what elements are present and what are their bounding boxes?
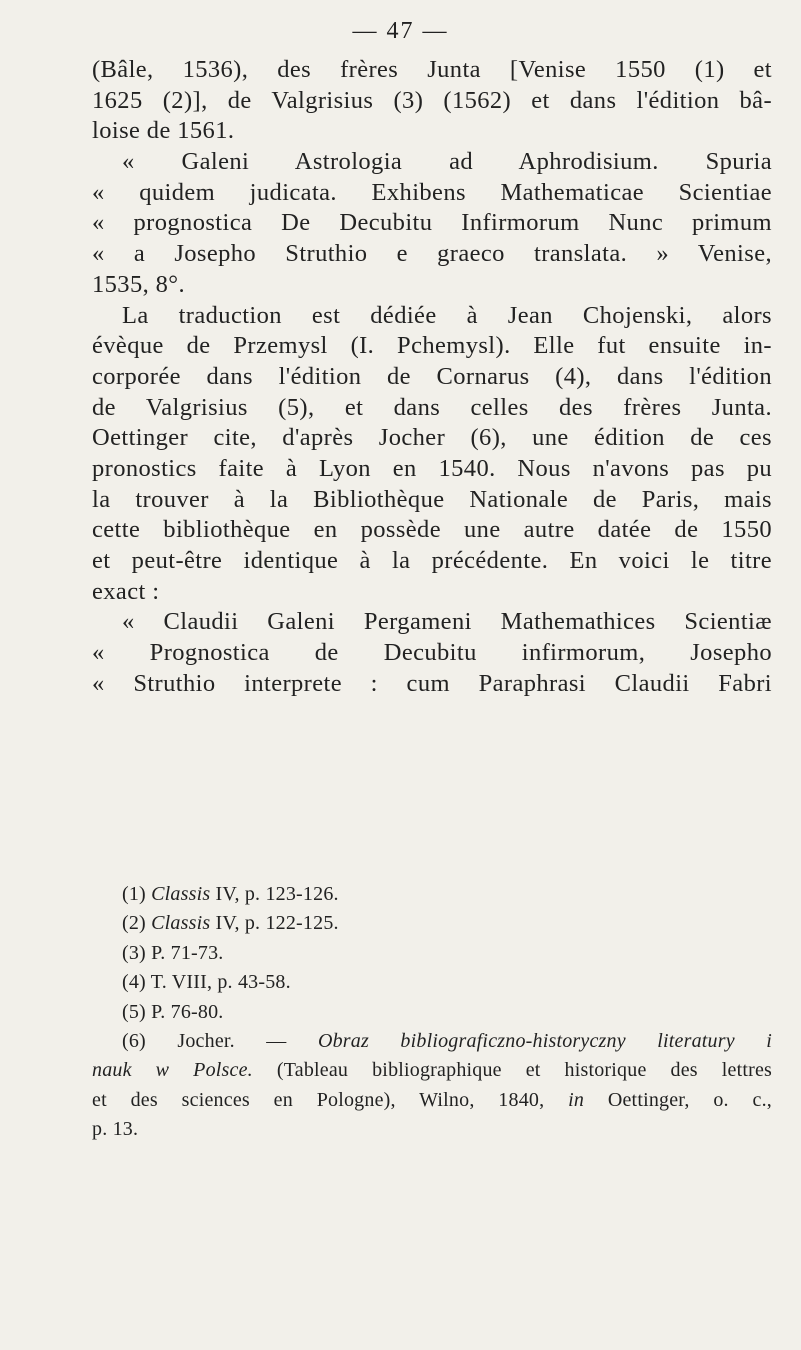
footnote-1	[92, 880, 772, 909]
text-line: « prognostica De Decubitu Infirmorum Nunc primum	[92, 209, 772, 237]
text-line: « Prognostica de Decubitu infirmorum, Josepho	[92, 639, 772, 667]
text-line: de Valgrisius (5), et dans celles des frères Junta.	[92, 393, 772, 421]
text-line: « Struthio interprete : cum Paraphrasi Claudii Fabri	[92, 669, 772, 697]
text-line: La traduction est dédiée à Jean Chojenski, alors	[122, 301, 772, 329]
footnote-number: (5)	[122, 1000, 146, 1023]
text-line: (Bâle, 1536), des frères Junta [Venise 1550 (1) et	[92, 56, 772, 83]
footnote-number: (2)	[122, 912, 146, 935]
footnote-4	[92, 968, 772, 997]
footnote-italic: Classis	[151, 883, 211, 905]
footnote-number: (4)	[122, 971, 146, 994]
footnote-text: IV, p. 122-125.	[210, 912, 339, 935]
footnote-number: (1)	[122, 883, 146, 905]
text-line: 1625 (2)], de Valgrisius (3) (1562) et dans l'édition bâ-	[92, 86, 772, 114]
footnote-text: (Tableau bibliographique et historique des lettres	[252, 1059, 773, 1082]
text-line: pronostics faite à Lyon en 1540. Nous n'avons pas pu	[92, 454, 772, 482]
footnote-number: (6)	[122, 1029, 146, 1052]
text-line: 1535, 8°.	[92, 270, 186, 298]
footnote-6-line-1	[92, 1027, 772, 1056]
footnote-text: P. 71-73.	[145, 941, 224, 964]
footnote-author: Jocher. —	[145, 1029, 318, 1052]
footnote-italic: Classis	[151, 912, 211, 935]
text-line: exact :	[92, 577, 160, 605]
text-line: loise de 1561.	[92, 117, 235, 145]
footnote-italic: in	[568, 1088, 585, 1111]
text-line: et peut-être identique à la précédente. En voici le titre	[92, 547, 772, 574]
text-line: « a Josepho Struthio e graeco translata. » Venise,	[92, 240, 772, 268]
text-line: évèque de Przemysl (I. Pchemysl). Elle fut ensuite in-	[92, 332, 772, 360]
text-line: « quidem judicata. Exhibens Mathematicae Scientiae	[92, 178, 772, 206]
footnote-text: Oettinger, o. c.,	[584, 1088, 772, 1111]
text-line: cette bibliothèque en possède une autre datée de 1550	[92, 516, 772, 544]
page-number: — 47 —	[352, 18, 449, 44]
footnotes	[92, 880, 772, 1145]
footnote-text: T. VIII, p. 43-58.	[145, 971, 291, 994]
footnote-number: (3)	[122, 941, 146, 964]
footnote-5	[92, 998, 772, 1027]
text-line: Oettinger cite, d'après Jocher (6), une édition de ces	[92, 424, 772, 452]
footnote-title: nauk w Polsce.	[92, 1059, 253, 1082]
text-line: « Claudii Galeni Pergameni Mathemathices Scientiæ	[122, 608, 772, 636]
text-line: corporée dans l'édition de Cornarus (4), dans l'édition	[92, 362, 772, 390]
footnote-6-line-3	[92, 1086, 772, 1115]
footnote-2	[92, 909, 772, 938]
footnote-title: Obraz bibliograficzno-historyczny literatury i	[317, 1029, 773, 1052]
footnote-6-line-2	[92, 1056, 772, 1085]
footnote-text: P. 76-80.	[145, 1000, 224, 1023]
main-text	[92, 55, 772, 699]
footnote-text: et des sciences en Pologne), Wilno, 1840,	[92, 1088, 569, 1111]
text-line: « Galeni Astrologia ad Aphrodisium. Spuria	[122, 148, 772, 176]
footnote-text: IV, p. 123-126.	[210, 883, 339, 905]
text-line: la trouver à la Bibliothèque Nationale de Paris, mais	[92, 485, 772, 513]
footnote-3	[92, 939, 772, 968]
footnote-6-line-4: p. 13.	[92, 1118, 139, 1141]
